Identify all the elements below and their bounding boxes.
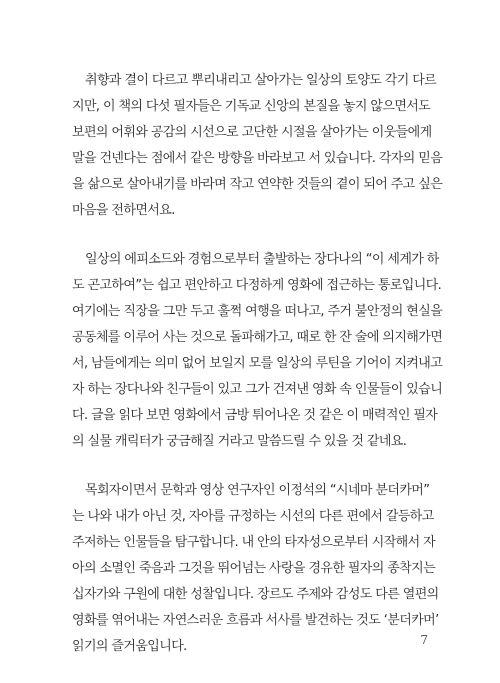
text-line: 지만, 이 책의 다섯 필자들은 기독교 신앙의 본질을 놓지 않으면서도	[72, 99, 431, 114]
text-line: 서, 남들에게는 의미 없어 보일지 모를 일상의 루틴을 기어이 지켜내고	[72, 356, 443, 371]
paragraph-1	[72, 68, 443, 224]
paragraph-3	[72, 478, 439, 660]
text-line: 주저하는 인물들을 탐구합니다. 내 안의 타자성으로부터 시작해서 자	[72, 535, 436, 550]
text-line: 여기에는 직장을 그만 두고 훌쩍 여행을 떠나고, 주거 불안정의 현실을	[72, 304, 443, 319]
text-line: 십자가와 구원에 대한 성찰입니다. 장르도 주제와 감성도 다른 열편의	[72, 587, 439, 602]
text-line: 취향과 결이 다르고 뿌리내리고 살아가는 일상의 토양도 각기 다르	[85, 73, 437, 88]
text-line: 의 실물 캐릭터가 궁금해질 거라고 말씀드릴 수 있을 것 같네요.	[72, 434, 407, 449]
text-line: 읽기의 즐거움입니다.	[72, 639, 187, 654]
text-line: 목회자이면서 문학과 영상 연구자인 이정석의 “시네마 분더카머”	[85, 483, 430, 498]
text-line: 자 하는 장다나와 친구들이 있고 그가 건져낸 영화 속 인물들이 있습니	[72, 382, 443, 397]
text-line: 보편의 어휘와 공감의 시선으로 고단한 시절을 살아가는 이웃들에게	[72, 125, 432, 140]
text-line: 일상의 에피소드와 경험으로부터 출발하는 장다나의 “이 세계가 하	[85, 252, 439, 267]
text-line: 을 삶으로 살아내기를 바라며 작고 연약한 것들의 곁이 되어 주고 싶은	[72, 177, 443, 192]
text-line: 아의 소멸인 죽음과 그것을 뛰어넘는 사랑을 경유한 필자의 종착지는	[72, 561, 436, 576]
paragraph-2	[72, 247, 443, 455]
text-line: 공동체를 이루어 사는 것으로 돌파해가고, 때로 한 잔 술에 의지해가면	[72, 330, 443, 345]
text-line: 말을 건넨다는 점에서 같은 방향을 바라보고 서 있습니다. 각자의 믿음	[72, 151, 443, 166]
text-line: 다. 글을 읽다 보면 영화에서 금방 튀어나온 것 같은 이 매력적인 필자	[72, 408, 438, 423]
text-line: 도 곤고하여”는 쉽고 편안하고 다정하게 영화에 접근하는 통로입니다.	[72, 278, 442, 293]
text-line: 영화를 엮어내는 자연스러운 흐름과 서사를 발견하는 것도 ‘분더카머’	[72, 613, 439, 628]
body-text	[72, 68, 443, 683]
text-line: 는 나와 내가 아닌 것, 자아를 규정하는 시선의 다른 편에서 갈등하고	[72, 509, 434, 524]
text-line: 마음을 전하면서요.	[72, 203, 175, 218]
page-number: 7	[420, 633, 428, 647]
